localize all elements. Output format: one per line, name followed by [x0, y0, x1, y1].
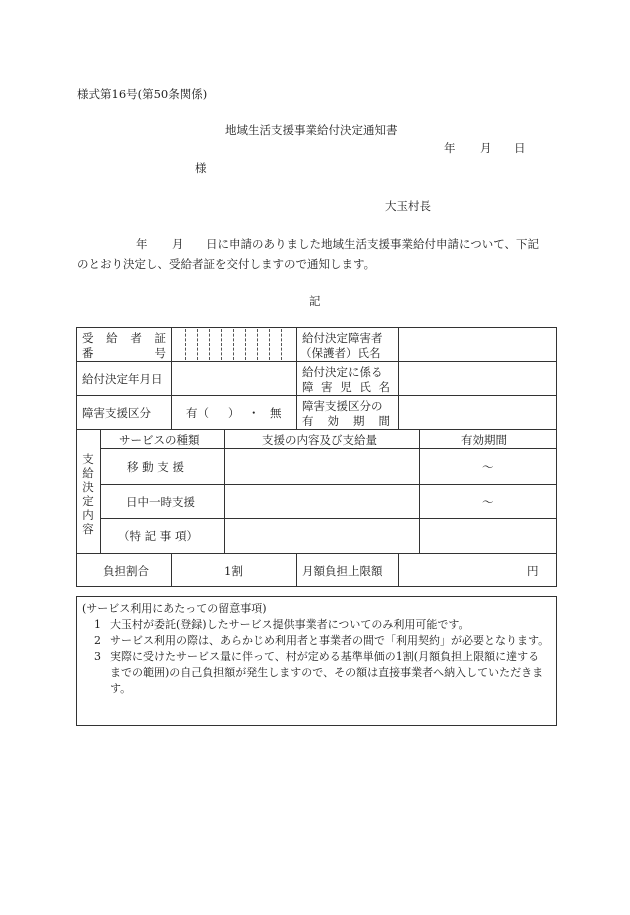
ki-label: 記 [309, 294, 321, 308]
label-char: 号 [154, 346, 166, 360]
body-line1: 日に申請のありました地域生活支援事業給付申請について、下記 [206, 237, 540, 251]
col-divider [398, 327, 399, 429]
period-tilde-1: ～ [482, 460, 494, 474]
label-char: 給 [82, 466, 94, 480]
digit-box-divider [269, 329, 270, 360]
service-day-support: 日中一時支援 [126, 495, 195, 509]
label-char: 容 [82, 522, 94, 536]
issuer-name: 大玉村長 [385, 199, 431, 213]
service-mobility-support: 移 動 支 援 [127, 460, 184, 474]
period-tilde-2: ～ [482, 495, 494, 509]
col-divider [224, 429, 225, 553]
label-char: 名 [378, 380, 390, 394]
row-divider [100, 518, 557, 519]
addressee-suffix: 様 [195, 161, 207, 175]
decision-holder-label-2: （保護者）氏名 [300, 346, 381, 360]
label-char: 児 [340, 380, 352, 394]
notes-content [82, 601, 550, 697]
label-char: 氏 [359, 380, 371, 394]
label-char: 効 [327, 414, 339, 428]
label-char: 障 [302, 380, 314, 394]
col-divider [171, 327, 172, 429]
header-valid-period: 有効期間 [461, 433, 507, 447]
label-char: 決 [82, 480, 94, 494]
digit-box-divider [233, 329, 234, 360]
body-year: 年 [136, 237, 148, 251]
col-divider [296, 553, 297, 587]
row-divider [76, 429, 557, 430]
burden-ratio-label: 負担割合 [103, 564, 149, 578]
label-char: 者 [130, 331, 142, 345]
date-month: 月 [480, 141, 492, 155]
digit-box-divider [185, 329, 186, 360]
label-char: 内 [82, 508, 94, 522]
row-divider [100, 448, 557, 449]
row-divider [76, 553, 557, 554]
digit-box-divider [209, 329, 210, 360]
burden-ratio-value: 1割 [224, 564, 243, 578]
row-divider [100, 484, 557, 485]
monthly-cap-label: 月額負担上限額 [302, 564, 383, 578]
date-day: 日 [514, 141, 526, 155]
label-char: 給 [106, 331, 118, 345]
col-divider [419, 429, 420, 553]
has-option: 有（ [186, 406, 209, 420]
label-char: 期 [353, 414, 365, 428]
special-notes-label: （特 記 事 項） [118, 529, 198, 543]
col-divider [100, 429, 101, 553]
note-text: サービス利用の際は、あらかじめ利用者と事業者の間で「利用契約」が必要となります。 [110, 634, 550, 647]
digit-box-divider [281, 329, 282, 360]
label-char: 受 [82, 331, 94, 345]
date-year: 年 [444, 141, 456, 155]
row-divider [76, 395, 557, 396]
label-char: 番 [82, 346, 94, 360]
row-divider [76, 361, 557, 362]
col-divider [296, 327, 297, 429]
decision-holder-label-1: 給付決定障害者 [302, 331, 383, 345]
has-option-close: ） [228, 406, 240, 420]
note-item [82, 649, 550, 697]
recipient-number-label [82, 345, 166, 361]
digit-box-divider [197, 329, 198, 360]
header-service-type: サービスの種類 [119, 433, 200, 447]
document-title: 地域生活支援事業給付決定通知書 [225, 123, 398, 137]
label-char: 証 [154, 331, 166, 345]
decision-date-label: 給付決定年月日 [82, 372, 163, 386]
child-name-label-1: 給付決定に係る [302, 365, 383, 379]
body-line2: のとおり決定し、受給者証を交付しますので通知します。 [77, 257, 376, 271]
class-period-label-1: 障害支援区分の [302, 399, 383, 413]
recipient-cert-label [82, 330, 166, 346]
none-option: 無 [270, 406, 282, 420]
note-item [82, 633, 550, 649]
digit-box-divider [245, 329, 246, 360]
label-char: 定 [82, 494, 94, 508]
benefit-content-vertical-label [81, 452, 95, 536]
option-separator: ・ [248, 406, 260, 420]
note-text: 実際に受けたサービス量に伴って、村が定める基準単価の1割(月額負担上限額に達するまでの範囲)の自己負担額が発生しますので、その額は直接事業者へ納入していただきます。 [110, 650, 544, 695]
yen-unit: 円 [527, 564, 539, 578]
note-number: 2 [94, 634, 101, 647]
digit-box-divider [257, 329, 258, 360]
class-period-label-2 [302, 413, 390, 429]
note-number: 3 [94, 650, 101, 663]
child-name-label-2 [302, 379, 390, 395]
col-divider [398, 553, 399, 587]
body-month: 月 [172, 237, 184, 251]
note-item [82, 617, 550, 633]
disability-class-label: 障害支援区分 [82, 406, 151, 420]
form-number: 様式第16号(第50条関係) [77, 87, 208, 101]
col-divider [171, 553, 172, 587]
label-char: 間 [378, 414, 390, 428]
label-char: 支 [82, 452, 94, 466]
label-char: 害 [321, 380, 333, 394]
header-support-content: 支援の内容及び支給量 [262, 433, 377, 447]
digit-box-divider [221, 329, 222, 360]
note-number: 1 [94, 618, 101, 631]
label-char: 有 [302, 414, 314, 428]
note-text: 大玉村が委託(登録)したサービス提供事業者についてのみ利用可能です。 [110, 618, 470, 631]
notes-heading: (サービス利用にあたっての留意事項) [82, 602, 267, 615]
